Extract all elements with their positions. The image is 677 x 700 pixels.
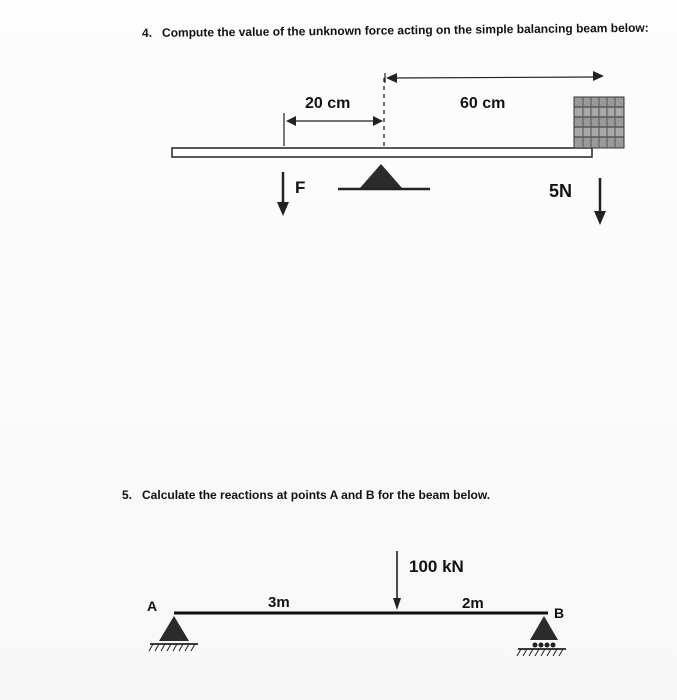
unknown-force-arrow	[277, 172, 305, 216]
question-5	[122, 488, 490, 502]
known-force-label: 5N	[549, 181, 573, 201]
balance-beam-diagram	[172, 71, 624, 225]
support-a	[147, 598, 198, 651]
support-b-label: B	[554, 605, 565, 621]
unknown-force-label: F	[295, 178, 306, 197]
question-5-text: Calculate the reactions at points A and B for the beam below.	[142, 488, 491, 502]
point-load-arrow	[393, 551, 464, 610]
weight-stack	[574, 97, 624, 148]
known-force-arrow	[549, 178, 606, 225]
left-distance-label: 20 cm	[305, 95, 351, 112]
dimension-20cm	[284, 95, 383, 146]
balance-beam	[172, 148, 592, 157]
dimension-60cm	[385, 71, 604, 112]
point-load-label: 100 kN	[409, 557, 464, 576]
right-span-label: 2m	[462, 595, 484, 612]
support-a-label: A	[147, 598, 158, 614]
left-span-label: 3m	[268, 594, 290, 611]
support-beam-diagram	[147, 551, 566, 656]
question-4-text: Compute the value of the unknown force acting on the simple balancing beam below:	[161, 20, 649, 40]
right-distance-label: 60 cm	[460, 95, 506, 112]
question-5-number: 5.	[122, 488, 133, 502]
question-4-number: 4.	[141, 25, 153, 40]
fulcrum	[338, 164, 430, 189]
